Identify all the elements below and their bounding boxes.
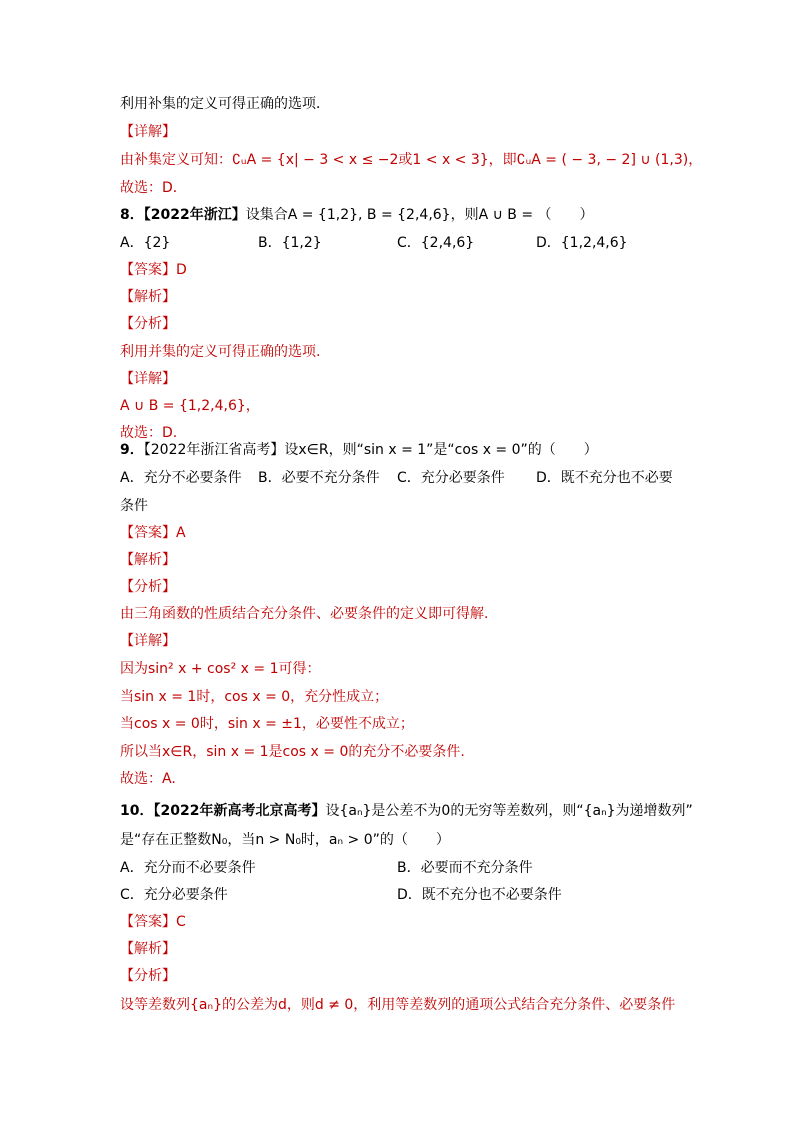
q8-detail-text: A ∪ B = {1,2,4,6}，	[120, 398, 260, 414]
q10-option-d: D．既不充分也不必要条件	[397, 887, 562, 903]
q10-answer: 【答案】C	[120, 914, 186, 930]
q10-jiexi-label: 【解析】	[120, 941, 176, 957]
q9-jiexi-label: 【解析】	[120, 552, 176, 568]
q9-detail-line-4: 所以当x∈R，sin x = 1是cos x = 0的充分不必要条件.	[120, 744, 465, 760]
q9-detail-line-1: 因为sin² x + cos² x = 1可得：	[120, 661, 321, 677]
q10-option-a: A．充分而不必要条件	[120, 860, 256, 876]
q9-option-d-wrap: 条件	[120, 498, 148, 514]
q8-detail-label: 【详解】	[120, 371, 176, 387]
q9-stem: 设x∈R，则“sin x = 1”是“cos x = 0”的（ ）	[284, 442, 598, 458]
q10-analysis-text: 设等差数列{aₙ}的公差为d，则d ≠ 0，利用等差数列的通项公式结合充分条件、必要条件	[120, 997, 676, 1013]
q9-detail-label: 【详解】	[120, 633, 176, 649]
q10-analysis-label: 【分析】	[120, 968, 176, 984]
q10-option-b: B．必要而不充分条件	[397, 860, 533, 876]
q9-answer: 【答案】A	[120, 525, 186, 541]
q9-analysis-text: 由三角函数的性质结合充分条件、必要条件的定义即可得解.	[120, 606, 489, 622]
q8-analysis-text: 利用并集的定义可得正确的选项.	[120, 344, 321, 360]
q10-stem-1: 设{aₙ}是公差不为0的无穷等差数列，则“{aₙ}为递增数列”	[325, 803, 693, 819]
q9-number: 9．	[120, 442, 144, 458]
q8-jiexi-label: 【解析】	[120, 289, 176, 305]
q9-option-d: D．既不充分也不必要	[536, 470, 673, 486]
q7-detail-text: 由补集定义可知：∁ᵤA = {x| − 3 < x ≤ −2或1 < x < 3}，即∁ᵤA = ( − 3, − 2] ∪ (1,3)，	[120, 152, 703, 168]
q9-option-c: C．充分必要条件	[397, 470, 505, 486]
q7-analysis-text: 利用补集的定义可得正确的选项．	[120, 96, 330, 112]
q8-question	[120, 205, 594, 225]
q7-detail-label: 【详解】	[120, 124, 176, 140]
q9-analysis-label: 【分析】	[120, 579, 176, 595]
q8-stem: 设集合A = {1,2}, B = {2,4,6}，则A ∪ B = （ ）	[245, 207, 594, 223]
q8-option-d: D．{1,2,4,6}	[536, 235, 628, 251]
q9-option-a: A．充分不必要条件	[120, 470, 242, 486]
q9-question	[120, 440, 598, 460]
q10-question-line-2: 是“存在正整数N₀，当n > N₀时，aₙ > 0”的（ ）	[120, 832, 450, 848]
q9-detail-line-2: 当sin x = 1时，cos x = 0，充分性成立；	[120, 689, 389, 705]
q10-number: 10．	[120, 803, 154, 819]
q9-source: 【2022年浙江省高考】	[143, 442, 285, 458]
q9-option-b: B．必要不充分条件	[258, 470, 380, 486]
q8-analysis-label: 【分析】	[120, 316, 176, 332]
q9-detail-line-3: 当cos x = 0时，sin x = ±1，必要性不成立；	[120, 716, 414, 732]
q8-number: 8．	[120, 207, 144, 223]
q8-conclusion: 故选：D.	[120, 425, 178, 441]
q10-source: 【2022年新高考北京高考】	[153, 803, 326, 819]
q10-question-line-1	[120, 801, 693, 821]
q8-option-b: B．{1,2}	[258, 235, 322, 251]
q8-option-a: A．{2}	[120, 235, 171, 251]
q9-conclusion: 故选：A.	[120, 771, 176, 787]
q8-source: 【2022年浙江】	[143, 207, 246, 223]
q7-conclusion: 故选：D．	[120, 180, 187, 196]
q8-option-c: C．{2,4,6}	[397, 235, 475, 251]
q10-option-c: C．充分必要条件	[120, 887, 228, 903]
q8-answer: 【答案】D	[120, 262, 187, 278]
